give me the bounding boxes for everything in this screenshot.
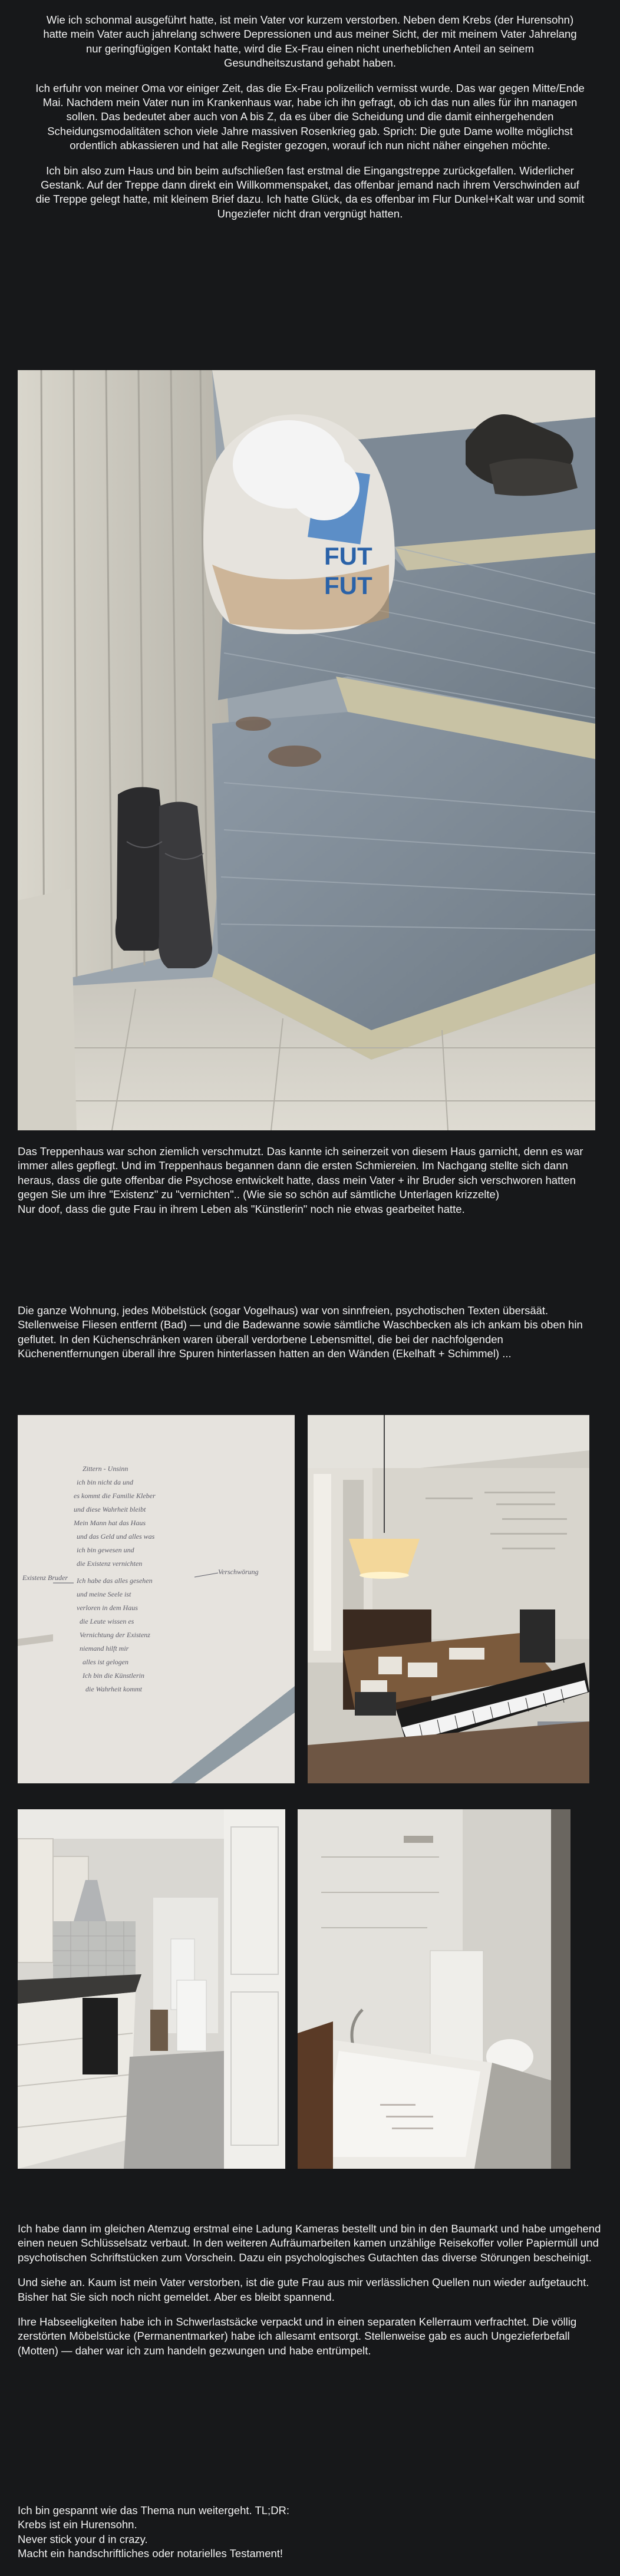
intro-paragraph-2: Ich erfuhr von meiner Oma vor einiger Zeit, das die Ex-Frau polizeilich vermisst wurde. Das war gegen Mitte/Ende Mai. Nachdem mein Vater nun im Krankenhaus war, habe ich ihn gefragt, ob ich das nun alles für ihn managen sollen. Das bedeutet aber auch von A bis Z, da es über die Scheidung und die damit einhergehenden Scheidungsmodalitäten schon viele Jahre massiven Rosenkrieg gab. Sprich: Die gute Dame wollte möglichst ordentlich abkassieren und hat alle Register gezogen, worauf ich nun nicht näher eingehen möchte. (35, 81, 585, 152)
intro-section (35, 13, 585, 232)
wall-writing-line-4: Mein Mann hat das Haus (74, 1519, 146, 1527)
wall-writing-line-2: es kommt die Familie Kleber (74, 1492, 156, 1500)
apartment-paragraph-1: Die ganze Wohnung, jedes Möbelstück (sogar Vogelhaus) war von sinnfreien, psychotischen Texten übersäät. Stellenweise Fliesen entfernt (Bad) — und die Badewanne sowie sämtliche Waschbecken als ich ankam bis oben hin geflutet. In den Küchenschränken waren überall verdorbene Lebensmittel, die bei der nachfolgenden Küchenentfernungen überall ihre Spuren hinterlassen hatten an den Wänden (Ekelhaft + Schimmel) ... (18, 1304, 583, 1360)
wall-writing-line-7: die Existenz vernichten (77, 1559, 143, 1568)
photo-entrance-stairs (18, 370, 595, 1130)
closing-line-3: Never stick your d in crazy. (18, 2532, 148, 2545)
bag-label-text: FUT (324, 542, 372, 570)
stairwell-paragraph-1: Das Treppenhaus war schon ziemlich verschmutzt. Das kannte ich seinerzeit von diesem Haus garnicht, denn es war immer alles gepflegt. Und im Treppenhaus begannen dann die ersten Schmiereien. Im Nachgang stellte sich dann heraus, dass die gute offenbar die Psychose entwickelt hatte, dass mein Vater + ihr Bruder sich verschworen hatten gegen Sie um ihre "Existenz" zu "vernichten".. (Wie sie so schön auf sämtliche Unterlagen krizzelte) (18, 1145, 583, 1201)
wall-writing-line-5: und das Geld und alles was (77, 1532, 155, 1541)
closing-line-1: Ich bin gespannt wie das Thema nun weitergeht. TL;DR: (18, 2504, 290, 2516)
intro-paragraph-3: Ich bin also zum Haus und bin beim aufschließen fast erstmal die Eingangstreppe zurückgefallen. Widerlicher Gestank. Auf der Treppe dann direkt ein Willkommenspaket, das offenbar jemand nach ihrem Verschwinden auf die Treppe gelegt hatte, mit kleinem Brief dazu. Ich hatte Glück, da es offenbar im Flur Dunkel+Kalt war und somit Ungeziefer nicht dran vergnügt hatten. (35, 164, 585, 220)
stairwell-paragraph-2: Nur doof, dass die gute Frau in ihrem Leben als "Künstlerin" noch nie etwas gearbeitet hatte. (18, 1202, 465, 1215)
closing-section (18, 2504, 601, 2561)
photo-wall-writing (18, 1415, 295, 1783)
wall-writing-line-3: und diese Wahrheit bleibt (74, 1505, 146, 1513)
wall-writing-line-8: Ich habe das alles gesehen (77, 1576, 153, 1585)
closing-line-4: Macht ein handschriftliches oder notarielles Testament! (18, 2547, 283, 2560)
wall-writing-line-10: verloren in dem Haus (77, 1604, 138, 1612)
apartment-section (18, 1304, 601, 1372)
wall-writing-line-15: Ich bin die Künstlerin (83, 1671, 144, 1680)
closing-line-2: Krebs ist ein Hurensohn. (18, 2518, 137, 2531)
aftermath-paragraph-3: Ihre Habseeligkeiten habe ich in Schwerlastsäcke verpackt und in einen separaten Kellerraum verfrachtet. Die völlig zerstörten Möbelstücke (Permanentmarker) habe ich allesamt entsorgt. Stellenweise gab es auch Ungezieferbefall (Motten) — daher war ich zum handeln gezwungen und habe entrümpelt. (18, 2316, 577, 2357)
aftermath-paragraph-1: Ich habe dann im gleichen Atemzug erstmal eine Ladung Kameras bestellt und bin in den Baumarkt und habe umgehend einen neuen Schlüsselsatz verbaut. In den weiteren Aufräumarbeiten kamen unzählige Reisekoffer voller Papiermüll und psychotischen Schriftstücken zum Vorschein. Dazu ein psychologisches Gutachten das diverse Störungen bescheinigt. (18, 2222, 601, 2264)
wall-side-note-left: Existenz Bruder (22, 1574, 68, 1582)
bag-label-text-2: FUT (324, 572, 372, 599)
wall-writing-line-6: ich bin gewesen und (77, 1546, 134, 1554)
wall-writing-line-12: Vernichtung der Existenz (80, 1631, 150, 1639)
wall-writing-line-16: die Wahrheit kommt (85, 1685, 142, 1693)
intro-paragraph-1: Wie ich schonmal ausgeführt hatte, ist mein Vater vor kurzem verstorben. Neben dem Krebs (der Hurensohn) hatte mein Vater auch jahrelang schwere Depressionen und aus meiner Sicht, der mit meinem Vater Jahrelang nur geringfügigen Kontakt hatte, wird die Ex-Frau einen nicht unerheblichen Anteil an seinem Gesundheitszustand gehabt haben. (43, 14, 577, 70)
wall-writing-line-1: ich bin nicht da und (77, 1478, 133, 1486)
wall-writing-line-13: niemand hilft mir (80, 1644, 129, 1653)
wall-writing-line-14: alles ist gelogen (83, 1658, 128, 1666)
wall-writing-line-0: Zittern - Unsinn (83, 1465, 128, 1473)
photo-kitchen (18, 1809, 285, 2169)
wall-side-note-right: Verschwörung (218, 1568, 259, 1576)
stairwell-section (18, 1144, 601, 1227)
aftermath-paragraph-2: Und siehe an. Kaum ist mein Vater verstorben, ist die gute Frau aus mir verlässlichen Quellen nun wieder aufgetaucht. Bisher hat Sie sich noch nicht gemeldet. Aber es bleibt spannend. (18, 2276, 589, 2303)
wall-writing-line-9: und meine Seele ist (77, 1590, 131, 1598)
aftermath-section (18, 2222, 601, 2369)
photo-bathroom (298, 1809, 570, 2169)
photo-living-room-piano (308, 1415, 589, 1783)
wall-writing-line-11: die Leute wissen es (80, 1617, 134, 1625)
